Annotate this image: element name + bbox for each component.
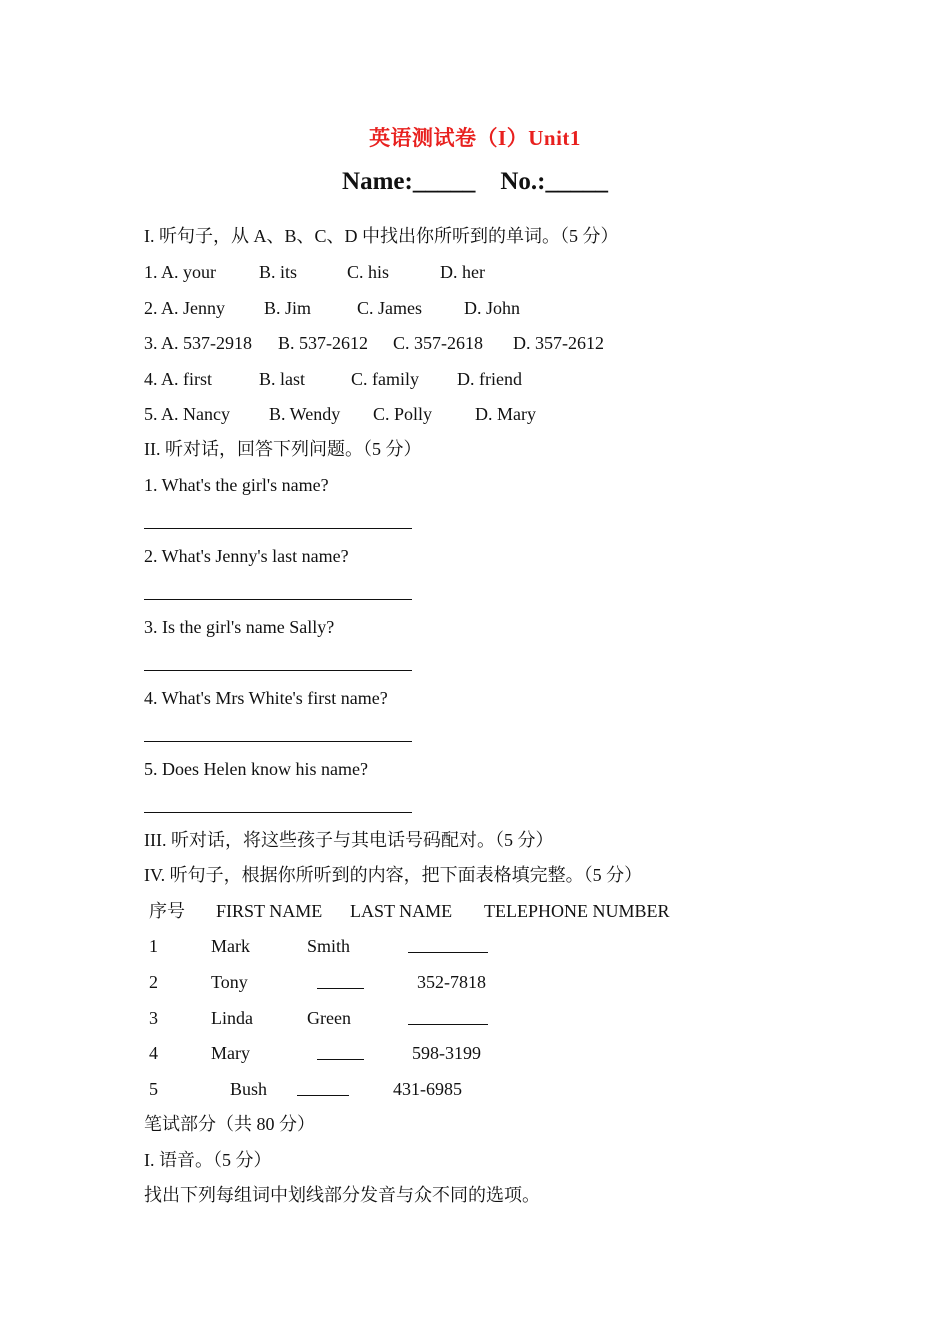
s2-answer-line-1[interactable] <box>144 528 412 529</box>
name-field: Name:_____ <box>342 168 476 195</box>
row-4-first: Mary <box>211 1043 250 1063</box>
row-4-phone: 598-3199 <box>412 1043 481 1063</box>
s1-q1-d: D. her <box>440 262 485 282</box>
s1-q4-a: 4. A. first <box>144 369 213 389</box>
s2-question-3: 3. Is the girl's name Sally? <box>144 617 335 637</box>
name-number-line <box>0 168 950 196</box>
s1-q5-b: B. Wendy <box>269 404 341 424</box>
row-2-index: 2 <box>149 972 158 992</box>
row-5-last: Bush <box>230 1079 268 1099</box>
s1-q1-a: 1. A. your <box>144 262 216 282</box>
s2-question-5: 5. Does Helen know his name? <box>144 759 368 779</box>
row-3-first: Linda <box>211 1008 253 1028</box>
row-1-phone-blank[interactable] <box>408 934 488 959</box>
table-header-telephone: TELEPHONE NUMBER <box>484 901 670 921</box>
s2-question-4: 4. What's Mrs White's first name? <box>144 688 388 708</box>
s1-q3-d: D. 357-2612 <box>513 333 604 353</box>
table-header-last-name: LAST NAME <box>350 901 453 921</box>
s1-q3-a: 3. A. 537-2918 <box>144 333 252 353</box>
section-4-heading: IV. 听句子，根据你所听到的内容，把下面表格填完整。（5 分） <box>144 865 643 885</box>
row-5-blank[interactable] <box>297 1077 349 1102</box>
section-1-heading: I. 听句子，从 A、B、C、D 中找出你所听到的单词。（5 分） <box>144 226 619 246</box>
pronunciation-instruction: 找出下列每组词中划线部分发音与众不同的选项。 <box>144 1185 540 1205</box>
s1-q5-c: C. Polly <box>373 404 433 424</box>
row-4-last-blank[interactable] <box>317 1041 364 1066</box>
s1-q4-d: D. friend <box>457 369 522 389</box>
s2-question-1: 1. What's the girl's name? <box>144 475 329 495</box>
row-5-phone: 431-6985 <box>393 1079 462 1099</box>
row-2-first: Tony <box>211 972 248 992</box>
table-header-first-name: FIRST NAME <box>216 901 323 921</box>
s1-q2-a: 2. A. Jenny <box>144 298 225 318</box>
row-1-first: Mark <box>211 936 250 956</box>
row-3-phone-blank[interactable] <box>408 1006 488 1031</box>
section-2-heading: II. 听对话，回答下列问题。（5 分） <box>144 439 422 459</box>
s1-q4-b: B. last <box>259 369 306 389</box>
table-header-index: 序号 <box>149 901 185 921</box>
row-2-phone: 352-7818 <box>417 972 486 992</box>
s1-q4-c: C. family <box>351 369 419 389</box>
row-1-last: Smith <box>307 936 351 956</box>
written-section-1-heading: I. 语音。（5 分） <box>144 1150 272 1170</box>
s2-answer-line-5[interactable] <box>144 812 412 813</box>
s1-q2-b: B. Jim <box>264 298 312 318</box>
s2-answer-line-4[interactable] <box>144 741 412 742</box>
row-2-last-blank[interactable] <box>317 970 364 995</box>
number-field: No.:_____ <box>500 168 608 195</box>
s1-q3-c: C. 357-2618 <box>393 333 483 353</box>
s1-q2-c: C. James <box>357 298 422 318</box>
row-3-last: Green <box>307 1008 351 1028</box>
row-4-index: 4 <box>149 1043 158 1063</box>
page-title: 英语测试卷（I）Unit1 <box>369 126 581 150</box>
section-3-heading: III. 听对话，将这些孩子与其电话号码配对。（5 分） <box>144 830 554 850</box>
s2-answer-line-2[interactable] <box>144 599 412 600</box>
row-5-index: 5 <box>149 1079 158 1099</box>
row-1-index: 1 <box>149 936 158 956</box>
row-3-index: 3 <box>149 1008 158 1028</box>
s1-q1-c: C. his <box>347 262 390 282</box>
s1-q5-a: 5. A. Nancy <box>144 404 230 424</box>
s1-q3-b: B. 537-2612 <box>278 333 368 353</box>
s2-question-2: 2. What's Jenny's last name? <box>144 546 349 566</box>
written-part-heading: 笔试部分（共 80 分） <box>144 1114 315 1134</box>
s1-q5-d: D. Mary <box>475 404 536 424</box>
s2-answer-line-3[interactable] <box>144 670 412 671</box>
s1-q2-d: D. John <box>464 298 521 318</box>
s1-q1-b: B. its <box>259 262 298 282</box>
